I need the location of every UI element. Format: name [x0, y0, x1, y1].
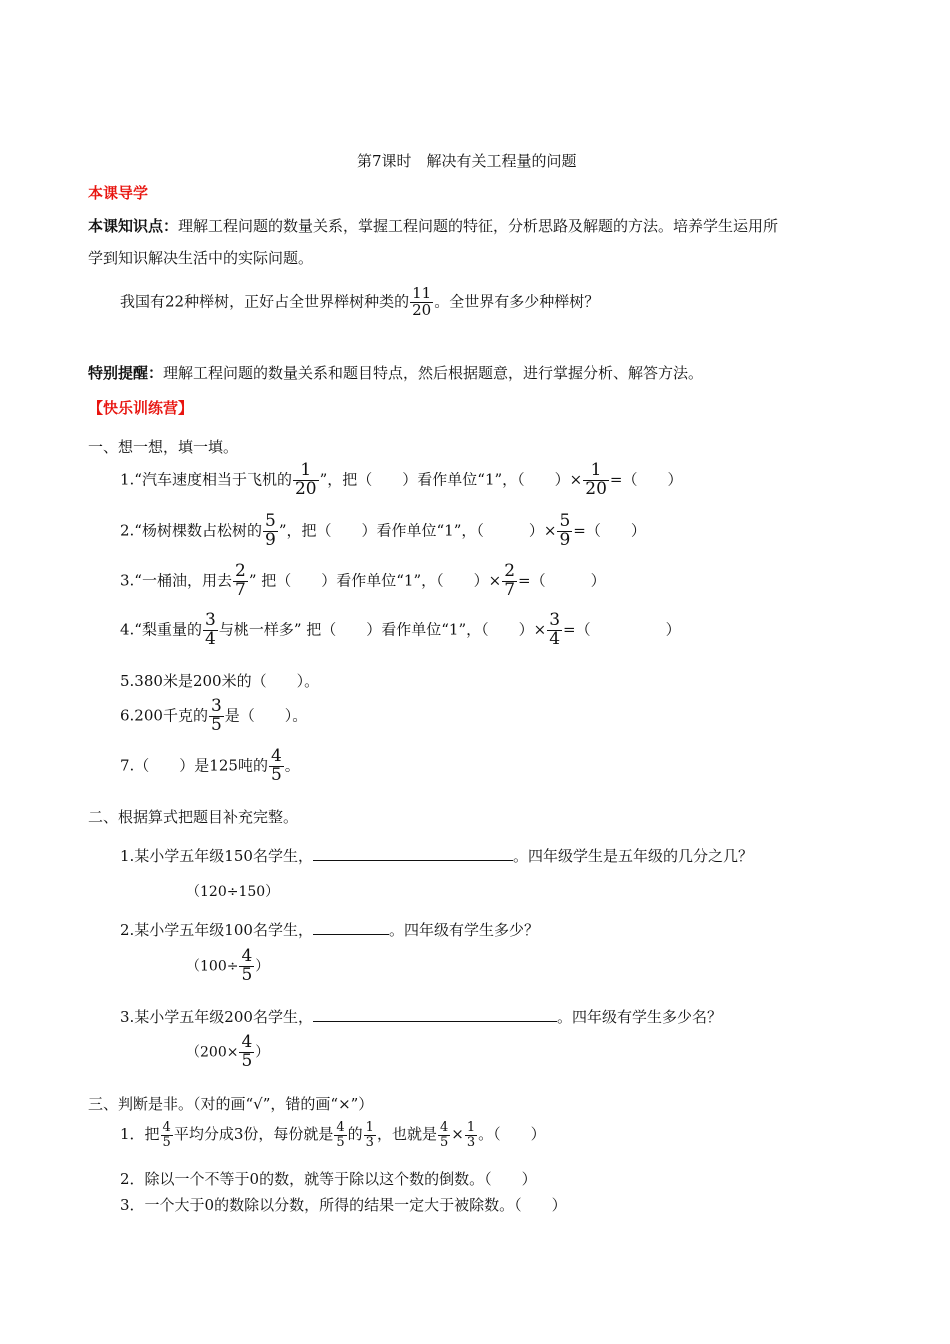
part2-q1-formula: （120÷150）: [186, 884, 280, 900]
part2-q2-formula: （100÷ $\frac{4}{5}$ ）: [186, 946, 270, 985]
answer-blank[interactable]: [313, 845, 513, 861]
knowledge-line-1: [88, 216, 778, 236]
fraction: $\frac{1}{3}$: [466, 1120, 476, 1150]
fraction: $\frac{5}{9}$: [559, 511, 571, 550]
knowledge-line-2: 学到知识解决生活中的实际问题。: [88, 249, 314, 267]
part1-q6: 6.200千克的 $\frac{3}{5}$ 是（ ）。: [120, 696, 308, 735]
fraction: $\frac{1}{20}$: [585, 460, 607, 499]
page-title: 第7课时 解决有关工程量的问题: [357, 152, 577, 170]
knowledge-text: 理解工程问题的数量关系，掌握工程问题的特征，分析思路及解题的方法。培养学生运用所: [178, 217, 779, 235]
example-text: 我国有22种榉树，正好占全世界榉树种类的: [120, 292, 410, 311]
fraction: $\frac{3}{5}$: [210, 696, 222, 735]
part3-q1: 1．把 $\frac{4}{5}$ 平均分成3份，每份就是 $\frac{4}{5}$ 的 $\frac{1}{3}$ ，也就是 $\frac{4}{5}$ × $\frac{1}{3}$ 。（ ）: [120, 1120, 546, 1150]
part3-q2: 2．除以一个不等于0的数，就等于除以这个数的倒数。（ ）: [120, 1170, 537, 1188]
part2-q2: 2.某小学五年级100名学生， 。四年级有学生多少？: [120, 921, 539, 939]
reminder-label: 特别提醒：: [88, 364, 164, 382]
fraction: $\frac{4}{5}$: [241, 1032, 253, 1071]
knowledge-label: 本课知识点：: [88, 217, 179, 235]
fraction: $\frac{3}{4}$: [549, 610, 561, 649]
fraction-11-20: $\frac{11}{20}$: [412, 284, 432, 319]
part1-q2: 2.“杨树棵数占松树的 $\frac{5}{9}$ ”，把（ ）看作单位“1”，（ ）× $\frac{5}{9}$ =（ ）: [120, 511, 646, 550]
part2-q3: 3.某小学五年级200名学生， 。四年级有学生多少名？: [120, 1008, 722, 1026]
answer-blank[interactable]: [313, 1006, 557, 1022]
part3-heading: 三、判断是非。（对的画“√”，错的画“×”）: [88, 1095, 374, 1113]
example-question: [120, 286, 599, 319]
fraction: $\frac{2}{7}$: [504, 561, 516, 600]
part1-heading: 一、想一想，填一填。: [88, 438, 239, 456]
reminder-line: [88, 363, 703, 383]
fraction: $\frac{4}{5}$: [439, 1120, 449, 1150]
part3-q3: 3．一个大于0的数除以分数，所得的结果一定大于被除数。（ ）: [120, 1196, 567, 1214]
fraction: $\frac{4}{5}$: [241, 946, 253, 985]
part1-q3: 3.“一桶油，用去 $\frac{2}{7}$ ” 把（ ）看作单位“1”，（ ）× $\frac{2}{7}$ =（ ）: [120, 561, 606, 600]
fraction: $\frac{1}{20}$: [294, 460, 317, 499]
training-title: 【快乐训练营】: [88, 399, 194, 417]
fraction: $\frac{4}{5}$: [336, 1120, 345, 1150]
fraction: $\frac{1}{3}$: [365, 1120, 374, 1150]
part2-q1: 1.某小学五年级150名学生， 。四年级学生是五年级的几分之几？: [120, 847, 753, 865]
part1-q5: 5.380米是200米的（ ）。: [120, 672, 320, 690]
example-text-end: 。全世界有多少种榉树？: [434, 292, 600, 311]
reminder-text: 理解工程问题的数量关系和题目特点，然后根据题意，进行掌握分析、解答方法。: [163, 364, 704, 382]
part1-q7: 7.（ ）是125吨的 $\frac{4}{5}$ 。: [120, 746, 300, 785]
part2-q3-formula: （200× $\frac{4}{5}$ ）: [186, 1032, 270, 1071]
fraction: $\frac{3}{4}$: [204, 610, 216, 649]
part1-q4: 4.“梨重量的 $\frac{3}{4}$ 与桃一样多” 把（ ）看作单位“1”，（ ）× $\frac{3}{4}$ =（ ）: [120, 610, 681, 649]
answer-blank[interactable]: [313, 919, 389, 935]
fraction: $\frac{5}{9}$: [264, 511, 276, 550]
section-guide-heading: 本课导学: [88, 184, 149, 202]
part2-heading: 二、根据算式把题目补充完整。: [88, 808, 299, 826]
fraction: $\frac{4}{5}$: [270, 746, 282, 785]
fraction: $\frac{2}{7}$: [234, 561, 246, 600]
fraction: $\frac{4}{5}$: [162, 1120, 171, 1150]
part1-q1: 1.“汽车速度相当于飞机的 $\frac{1}{20}$ ”，把（ ）看作单位“1”，（ ）× $\frac{1}{20}$ =（ ）: [120, 460, 683, 499]
